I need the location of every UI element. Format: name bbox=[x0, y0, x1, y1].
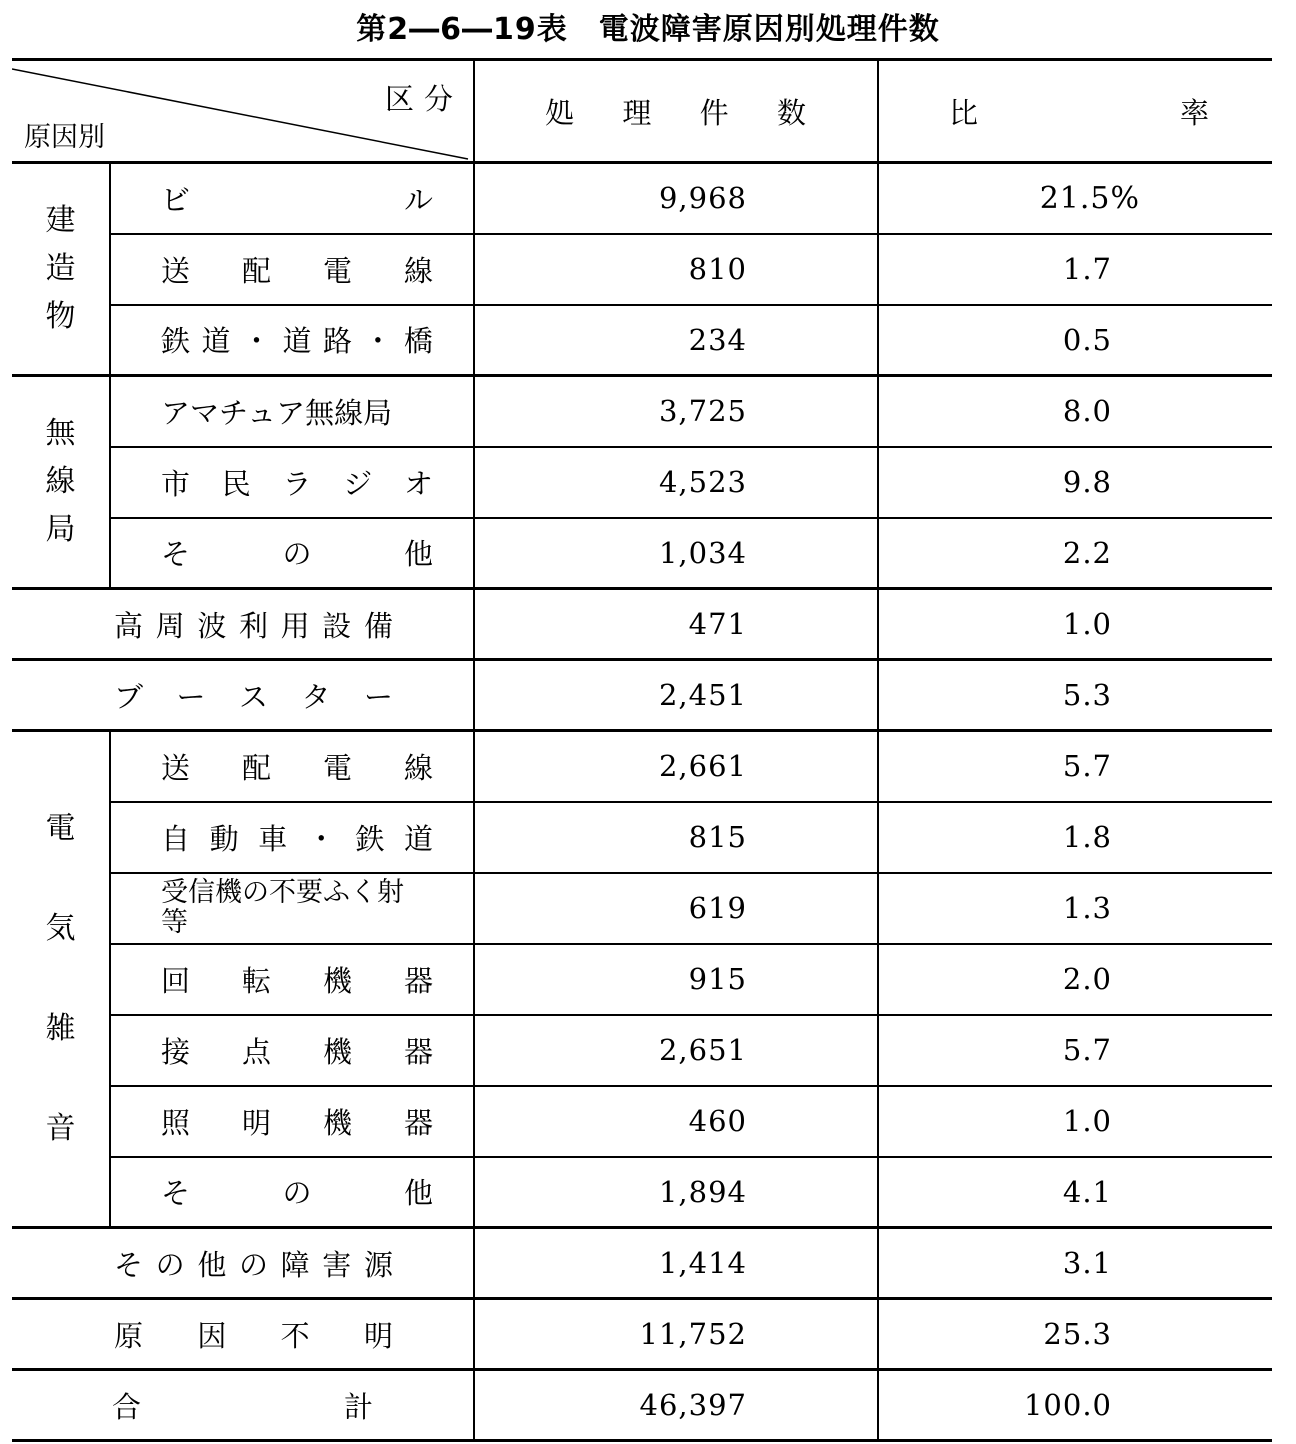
table-row bbox=[12, 447, 1272, 518]
group-denki bbox=[12, 731, 110, 1228]
row-label: 接 点 機 器 bbox=[161, 1034, 433, 1069]
row-label: 照 明 機 器 bbox=[161, 1105, 433, 1140]
row-count: 1,034 bbox=[474, 518, 878, 589]
table-row bbox=[12, 873, 1272, 944]
row-ratio: 3.1 bbox=[878, 1228, 1272, 1299]
table-row bbox=[12, 731, 1272, 802]
row-label: 高 周 波 利 用 設 備 bbox=[114, 608, 393, 643]
total-count: 46,397 bbox=[474, 1370, 878, 1441]
row-count: 11,752 bbox=[474, 1299, 878, 1370]
interference-table bbox=[12, 58, 1272, 1442]
row-ratio: 21.5% bbox=[878, 163, 1272, 234]
row-count: 460 bbox=[474, 1086, 878, 1157]
total-row bbox=[12, 1370, 1272, 1441]
table-row bbox=[12, 589, 1272, 660]
row-label: 送 配 電 線 bbox=[161, 750, 433, 785]
row-ratio: 2.2 bbox=[878, 518, 1272, 589]
total-label: 合 計 bbox=[112, 1389, 373, 1424]
row-ratio: 1.0 bbox=[878, 1086, 1272, 1157]
table-row bbox=[12, 305, 1272, 376]
row-ratio: 0.5 bbox=[878, 305, 1272, 376]
row-count: 815 bbox=[474, 802, 878, 873]
row-label: ビ ル bbox=[161, 182, 433, 217]
row-ratio: 5.7 bbox=[878, 731, 1272, 802]
row-ratio: 9.8 bbox=[878, 447, 1272, 518]
header-count: 処 理 件 数 bbox=[545, 95, 807, 130]
header-count-cell bbox=[474, 60, 878, 163]
row-ratio: 1.3 bbox=[878, 873, 1272, 944]
row-ratio: 1.8 bbox=[878, 802, 1272, 873]
row-count: 619 bbox=[474, 873, 878, 944]
table-row bbox=[12, 518, 1272, 589]
table-row bbox=[12, 1299, 1272, 1370]
row-count: 471 bbox=[474, 589, 878, 660]
header-genin: 原因別 bbox=[24, 122, 105, 153]
row-count: 2,661 bbox=[474, 731, 878, 802]
row-count: 9,968 bbox=[474, 163, 878, 234]
row-label: そ の 他 の 障 害 源 bbox=[114, 1247, 393, 1282]
row-label: ブ ー ス タ ー bbox=[114, 679, 393, 714]
row-count: 1,894 bbox=[474, 1157, 878, 1228]
table-row bbox=[12, 163, 1272, 234]
row-ratio: 4.1 bbox=[878, 1157, 1272, 1228]
row-ratio: 5.3 bbox=[878, 660, 1272, 731]
header-ratio-cell bbox=[878, 60, 1272, 163]
group-label: 無線局 bbox=[45, 416, 76, 547]
row-label: そ の 他 bbox=[161, 537, 433, 572]
row-count: 234 bbox=[474, 305, 878, 376]
row-ratio: 5.7 bbox=[878, 1015, 1272, 1086]
row-count: 4,523 bbox=[474, 447, 878, 518]
table-row bbox=[12, 660, 1272, 731]
table-title: 第2―6―19表 電波障害原因別処理件数 bbox=[356, 12, 940, 47]
row-label: アマチュア無線局 bbox=[161, 395, 393, 430]
row-count: 2,651 bbox=[474, 1015, 878, 1086]
header-corner-cell bbox=[12, 60, 474, 163]
group-label: 電気雑音 bbox=[45, 811, 76, 1146]
row-label: 自 動 車 ・ 鉄 道 bbox=[161, 821, 433, 856]
header-kubun: 区分 bbox=[384, 82, 463, 116]
row-label: 原 因 不 明 bbox=[114, 1318, 393, 1353]
row-count: 915 bbox=[474, 944, 878, 1015]
header-row bbox=[12, 60, 1272, 163]
table-row bbox=[12, 1086, 1272, 1157]
row-count: 810 bbox=[474, 234, 878, 305]
table-row bbox=[12, 376, 1272, 447]
table-row bbox=[12, 1228, 1272, 1299]
row-count: 1,414 bbox=[474, 1228, 878, 1299]
row-count: 2,451 bbox=[474, 660, 878, 731]
group-kenzo bbox=[12, 163, 110, 376]
header-ratio: 比 率 bbox=[949, 95, 1210, 130]
table-row bbox=[12, 1157, 1272, 1228]
row-count: 3,725 bbox=[474, 376, 878, 447]
row-label: 回 転 機 器 bbox=[161, 963, 433, 998]
row-ratio: 1.7 bbox=[878, 234, 1272, 305]
row-ratio: 1.0 bbox=[878, 589, 1272, 660]
row-label-cell bbox=[110, 163, 474, 234]
row-ratio: 2.0 bbox=[878, 944, 1272, 1015]
row-ratio: 25.3 bbox=[878, 1299, 1272, 1370]
row-label: 鉄 道 ・ 道 路 ・ 橋 bbox=[161, 324, 433, 359]
table-row bbox=[12, 234, 1272, 305]
group-musen bbox=[12, 376, 110, 589]
table-row bbox=[12, 1015, 1272, 1086]
row-ratio: 8.0 bbox=[878, 376, 1272, 447]
table-row bbox=[12, 802, 1272, 873]
group-label: 建造物 bbox=[45, 203, 76, 334]
table-row bbox=[12, 944, 1272, 1015]
row-label: 送 配 電 線 bbox=[161, 253, 433, 288]
row-label: 市 民 ラ ジ オ bbox=[161, 466, 433, 501]
row-label: 受信機の不要ふく射等 bbox=[161, 877, 404, 938]
row-label: そ の 他 bbox=[161, 1176, 433, 1211]
total-ratio: 100.0 bbox=[878, 1370, 1272, 1441]
